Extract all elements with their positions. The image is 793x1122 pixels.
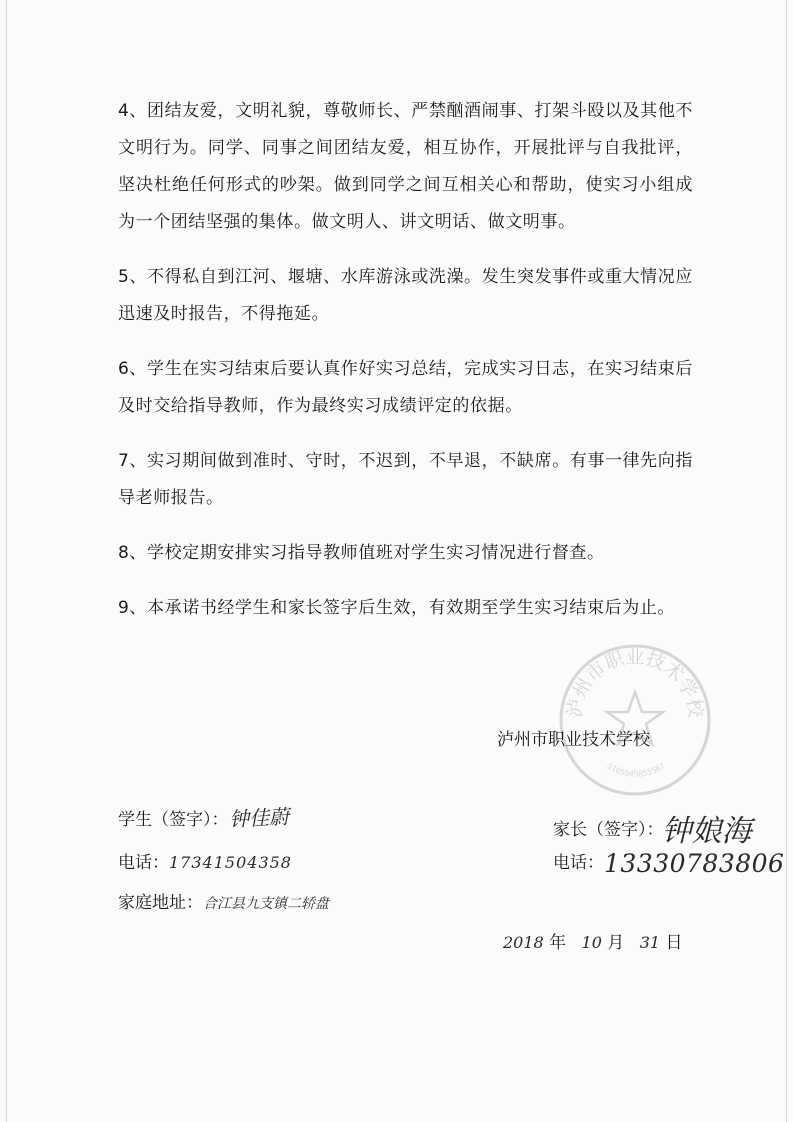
parent-phone-value: 13330783806 — [604, 849, 785, 878]
school-name: 泸州市职业技术学校 — [497, 730, 650, 750]
student-address-label: 家庭地址： — [118, 893, 203, 913]
date-month-unit: 月 — [607, 933, 625, 953]
date-month: 10 — [581, 933, 602, 952]
student-address-row — [118, 888, 329, 913]
clause-list — [118, 93, 693, 645]
clause-7: 7、实习期间做到准时、守时，不迟到，不早退，不缺席。有事一律先向指导老师报告。 — [118, 451, 693, 508]
clause-4: 4、团结友爱，文明礼貌，尊敬师长、严禁酗酒闹事、打架斗殴以及其他不文明行为。同学、同事之间团结友爱，相互协作，开展批评与自我批评，坚决杜绝任何形式的吵架。做到同学之间互相关心和帮助，使实习小组成为一个团结坚强的集体。做文明人、讲文明话、做文明事。 — [118, 101, 693, 232]
clause-8: 8、学校定期安排实习指导教师值班对学生实习情况进行督查。 — [118, 543, 605, 563]
school-seal-stamp — [555, 640, 715, 800]
parent-phone-label: 电话： — [553, 853, 604, 873]
clause-5: 5、不得私自到江河、堰塘、水库游泳或洗澡。发生突发事件或重大情况应迅速及时报告，不得拖延。 — [118, 267, 693, 324]
date-year-unit: 年 — [549, 933, 567, 953]
scan-edge-line — [6, 0, 7, 1122]
date-day-unit: 日 — [665, 933, 683, 953]
seal-code-text: 5105045055567 — [605, 761, 667, 779]
student-phone-value: 17341504358 — [169, 853, 292, 872]
student-sign-row — [118, 802, 289, 831]
seal-arc-text: 泸州市职业技术学校 — [563, 646, 707, 720]
student-phone-row — [118, 848, 292, 873]
student-address-value: 合江县九支镇二轿盘 — [203, 896, 329, 912]
student-sign-label: 学生（签字）： — [118, 810, 229, 830]
date-day: 31 — [639, 933, 661, 952]
student-signature: 钟佳蔚 — [227, 804, 290, 832]
date-year: 2018 — [503, 933, 544, 952]
student-phone-label: 电话： — [118, 853, 169, 873]
parent-sign-label: 家长（签字）： — [553, 820, 664, 840]
signing-date — [503, 928, 682, 953]
parent-signature: 钟娘海 — [661, 814, 752, 849]
scan-edge-line — [786, 0, 787, 1122]
clause-9: 9、本承诺书经学生和家长签字后生效，有效期至学生实习结束后为止。 — [118, 598, 676, 618]
parent-phone-row — [553, 848, 784, 878]
clause-6: 6、学生在实习结束后要认真作好实习总结，完成实习日志，在实习结束后及时交给指导教师，作为最终实习成绩评定的依据。 — [118, 359, 693, 416]
parent-sign-row — [553, 806, 752, 850]
